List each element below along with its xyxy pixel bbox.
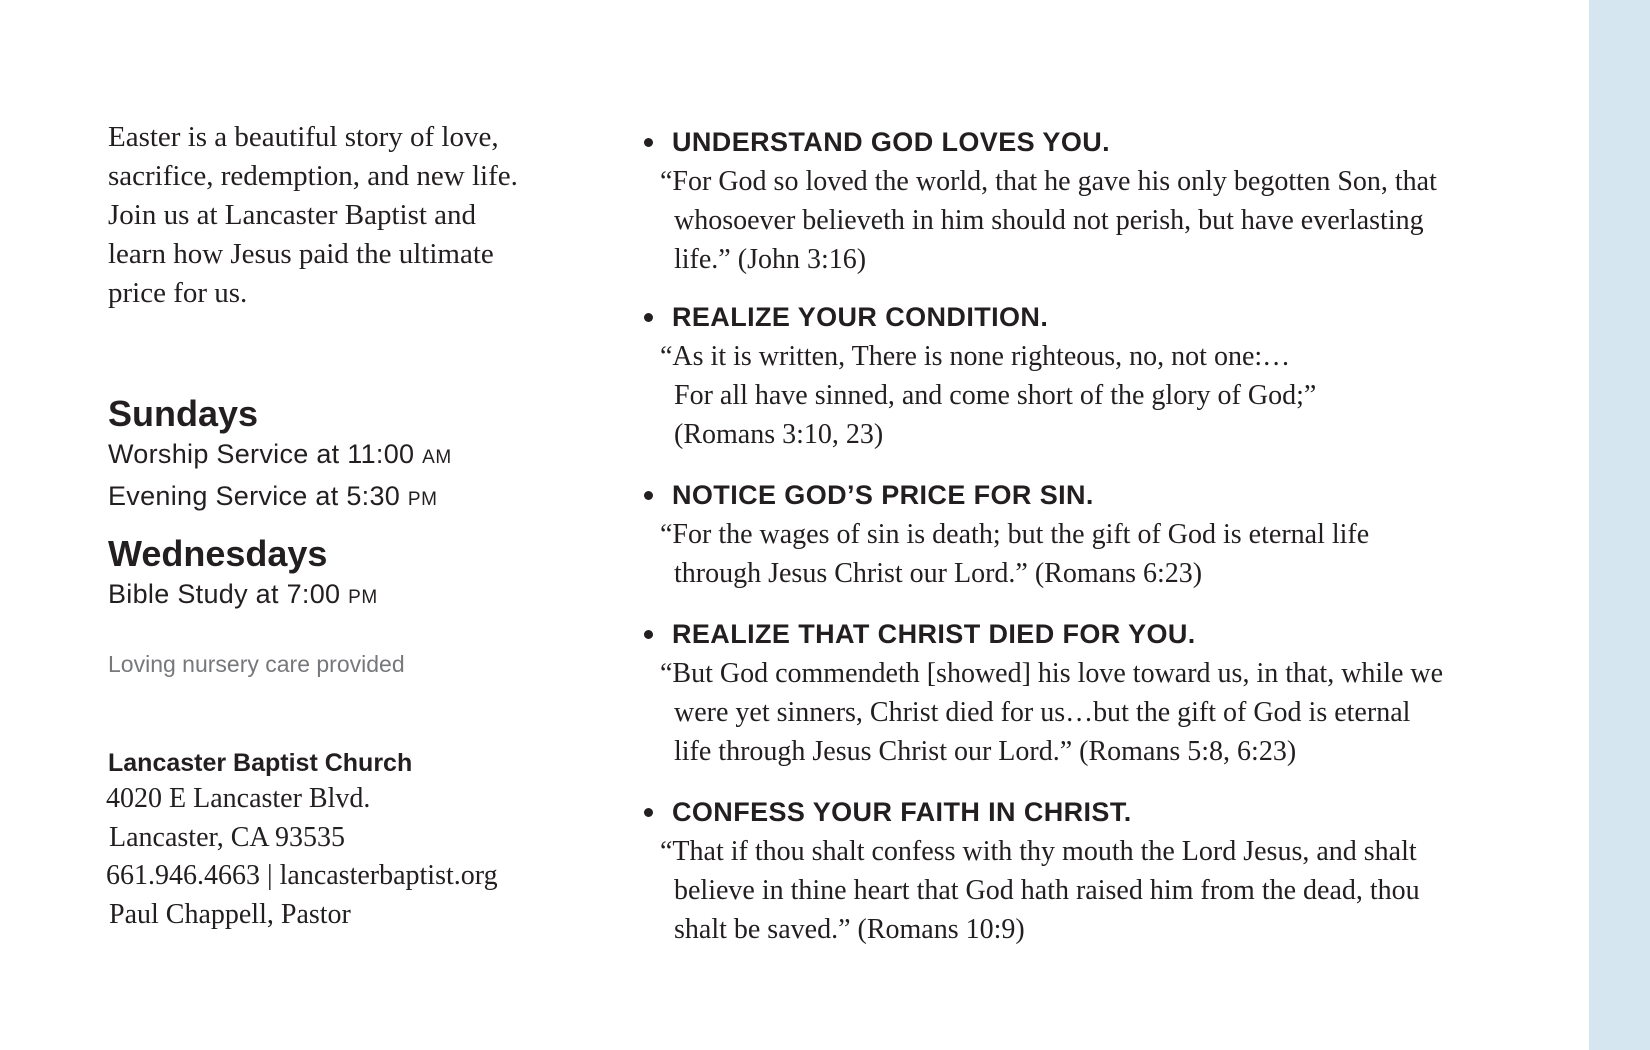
intro-line: Easter is a beautiful story of love, (108, 121, 499, 153)
intro-line: price for us. (108, 277, 248, 309)
point-item (640, 794, 1570, 949)
service-ampm: PM (348, 587, 378, 608)
point-heading (640, 124, 1570, 160)
point-heading (640, 616, 1570, 652)
quote-line: shalt be saved.” (Romans 10:9) (674, 914, 1025, 945)
accent-side-strip (1589, 0, 1650, 1050)
service-label: Evening Service at 5:30 (108, 481, 401, 511)
quote-line: “But God commendeth [showed] his love toward us, in that, while we (660, 658, 1444, 689)
intro-paragraph (108, 118, 568, 313)
quote-line: “As it is written, There is none righteous, no, not one:… (660, 341, 1291, 372)
church-contact-block (106, 746, 498, 934)
church-address-line1: 4020 E Lancaster Blvd. (106, 783, 371, 814)
quote-line: “For the wages of sin is death; but the gift of God is eternal life (660, 519, 1370, 550)
point-heading-text: NOTICE GOD’S PRICE FOR SIN. (672, 480, 1094, 510)
point-quote (640, 162, 1570, 279)
schedule-wednesdays (108, 533, 568, 617)
schedule-day-title: Sundays (108, 393, 259, 434)
point-item (640, 124, 1570, 279)
bullet-icon (644, 491, 653, 500)
quote-line: whosoever believeth in him should not perish, but have everlasting (674, 205, 1424, 236)
quote-line: For all have sinned, and come short of the glory of God;” (674, 380, 1317, 411)
point-heading (640, 299, 1570, 335)
point-quote (640, 515, 1570, 593)
point-quote (640, 337, 1570, 454)
church-name: Lancaster Baptist Church (108, 749, 413, 777)
point-heading-text: REALIZE YOUR CONDITION. (672, 302, 1049, 332)
quote-line: believe in thine heart that God hath raised him from the dead, thou (674, 875, 1420, 906)
quote-line: (Romans 3:10, 23) (674, 419, 884, 450)
service-time (108, 435, 568, 477)
church-contact: 661.946.4663 | lancasterbaptist.org (106, 860, 498, 891)
service-time (108, 575, 568, 617)
schedule-sundays (108, 393, 568, 519)
quote-line: “That if thou shalt confess with thy mouth the Lord Jesus, and shalt (660, 836, 1417, 867)
intro-line: Join us at Lancaster Baptist and (108, 199, 477, 231)
point-item (640, 616, 1570, 771)
service-ampm: PM (407, 489, 438, 510)
service-time (108, 477, 568, 519)
quote-line: through Jesus Christ our Lord.” (Romans 6:23) (674, 558, 1203, 589)
bullet-icon (644, 138, 653, 147)
bullet-icon (644, 630, 653, 639)
bullet-icon (644, 808, 653, 817)
church-pastor: Paul Chappell, Pastor (109, 898, 351, 930)
point-quote (640, 832, 1570, 949)
quote-line: life through Jesus Christ our Lord.” (Romans 5:8, 6:23) (674, 736, 1297, 767)
service-ampm: AM (422, 447, 452, 468)
point-heading-text: UNDERSTAND GOD LOVES YOU. (672, 127, 1111, 157)
bullet-icon (644, 313, 653, 322)
point-item (640, 477, 1570, 593)
quote-line: life.” (John 3:16) (674, 244, 867, 275)
point-heading (640, 794, 1570, 830)
point-quote (640, 654, 1570, 771)
intro-line: learn how Jesus paid the ultimate (108, 238, 494, 270)
point-heading-text: CONFESS YOUR FAITH IN CHRIST. (672, 797, 1132, 827)
point-item (640, 299, 1570, 454)
quote-line: “For God so loved the world, that he gave his only begotten Son, that (660, 166, 1437, 197)
church-address-line2: Lancaster, CA 93535 (109, 821, 346, 853)
service-label: Bible Study at 7:00 (108, 579, 341, 609)
service-label: Worship Service at 11:00 (108, 439, 415, 469)
intro-line: sacrifice, redemption, and new life. (108, 160, 518, 192)
nursery-note: Loving nursery care provided (108, 651, 405, 677)
schedule-day-title: Wednesdays (108, 533, 328, 574)
quote-line: were yet sinners, Christ died for us…but the gift of God is eternal (674, 697, 1411, 728)
point-heading-text: REALIZE THAT CHRIST DIED FOR YOU. (672, 619, 1196, 649)
point-heading (640, 477, 1570, 513)
